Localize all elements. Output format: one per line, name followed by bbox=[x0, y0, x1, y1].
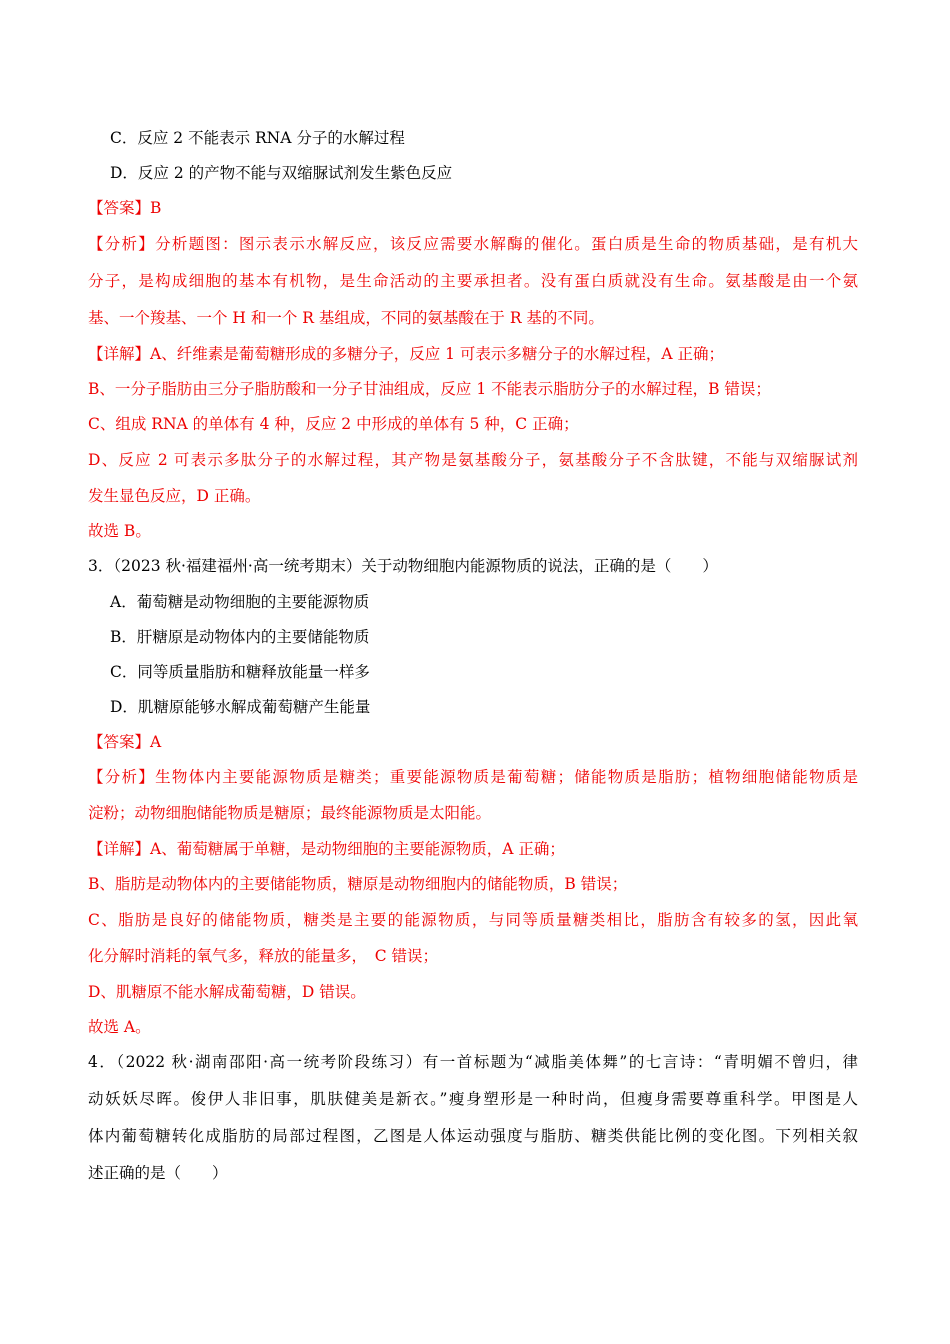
q3-stem: 3．（2023 秋·福建福州·高一统考期末）关于动物细胞内能源物质的说法，正确的是（ ） bbox=[88, 557, 718, 575]
q3-detail-line: 化分解时消耗的氧气多，释放的能量多， C 错误； bbox=[88, 947, 439, 965]
q3-option-a: A．葡萄糖是动物细胞的主要能源物质 bbox=[110, 593, 370, 611]
q3-detail-line: B、脂肪是动物体内的主要储能物质，糖原是动物细胞内的储能物质，B 错误； bbox=[88, 875, 628, 893]
q2-option-c: C．反应 2 不能表示 RNA 分子的水解过程 bbox=[110, 129, 405, 147]
q2-analysis-line: 【分析】分析题图：图示表示水解反应，该反应需要水解酶的催化。蛋白质是生命的物质基础，是有机大 bbox=[88, 235, 858, 253]
q3-detail-line: 【详解】A、葡萄糖属于单糖，是动物细胞的主要能源物质，A 正确； bbox=[88, 840, 565, 858]
q2-conclusion: 故选 B。 bbox=[88, 522, 151, 540]
q2-detail-line: 发生显色反应，D 正确。 bbox=[88, 487, 261, 505]
q2-detail-line: C、组成 RNA 的单体有 4 种，反应 2 中形成的单体有 5 种，C 正确； bbox=[88, 415, 579, 433]
q3-detail-line: D、肌糖原不能水解成葡萄糖，D 错误。 bbox=[88, 983, 366, 1001]
q2-detail-line: B、一分子脂肪由三分子脂肪酸和一分子甘油组成，反应 1 不能表示脂肪分子的水解过程，B 错误； bbox=[88, 380, 771, 398]
q3-option-d: D．肌糖原能够水解成葡萄糖产生能量 bbox=[110, 698, 371, 716]
q3-option-b: B．肝糖原是动物体内的主要储能物质 bbox=[110, 628, 370, 646]
q3-analysis-line: 淀粉；动物细胞储能物质是糖原；最终能源物质是太阳能。 bbox=[88, 804, 492, 822]
q2-option-d: D．反应 2 的产物不能与双缩脲试剂发生紫色反应 bbox=[110, 164, 453, 182]
q2-analysis-line: 分子，是构成细胞的基本有机物，是生命活动的主要承担者。没有蛋白质就没有生命。氨基酸是由一个氨 bbox=[88, 272, 858, 290]
q3-conclusion: 故选 A。 bbox=[88, 1018, 151, 1036]
q4-stem-line: 4．（2022 秋·湖南邵阳·高一统考阶段练习）有一首标题为“减脂美体舞”的七言诗：“青明媚不曾归，律 bbox=[88, 1053, 858, 1071]
q2-detail-line: D、反应 2 可表示多肽分子的水解过程，其产物是氨基酸分子，氨基酸分子不含肽键，不能与双缩脲试剂 bbox=[88, 451, 858, 469]
q3-answer: 【答案】A bbox=[88, 733, 162, 751]
q3-analysis-line: 【分析】生物体内主要能源物质是糖类；重要能源物质是葡萄糖；储能物质是脂肪；植物细胞储能物质是 bbox=[88, 768, 858, 786]
q4-stem-line: 述正确的是（ ） bbox=[88, 1164, 228, 1182]
q4-stem-line: 体内葡萄糖转化成脂肪的局部过程图，乙图是人体运动强度与脂肪、糖类供能比例的变化图。下列相关叙 bbox=[88, 1127, 858, 1145]
q2-analysis-line: 基、一个羧基、一个 H 和一个 R 基组成，不同的氨基酸在于 R 基的不同。 bbox=[88, 309, 604, 327]
q4-stem-line: 动妖妖尽晖。俊伊人非旧事，肌肤健美是新衣。”瘦身塑形是一种时尚，但瘦身需要尊重科学。甲图是人 bbox=[88, 1090, 858, 1108]
q3-detail-line: C、脂肪是良好的储能物质，糖类是主要的能源物质，与同等质量糖类相比，脂肪含有较多的氢，因此氧 bbox=[88, 911, 858, 929]
q3-option-c: C．同等质量脂肪和糖释放能量一样多 bbox=[110, 663, 370, 681]
q2-detail-line: 【详解】A、纤维素是葡萄糖形成的多糖分子，反应 1 可表示多糖分子的水解过程，A 正确； bbox=[88, 345, 725, 363]
q2-answer: 【答案】B bbox=[88, 199, 162, 217]
